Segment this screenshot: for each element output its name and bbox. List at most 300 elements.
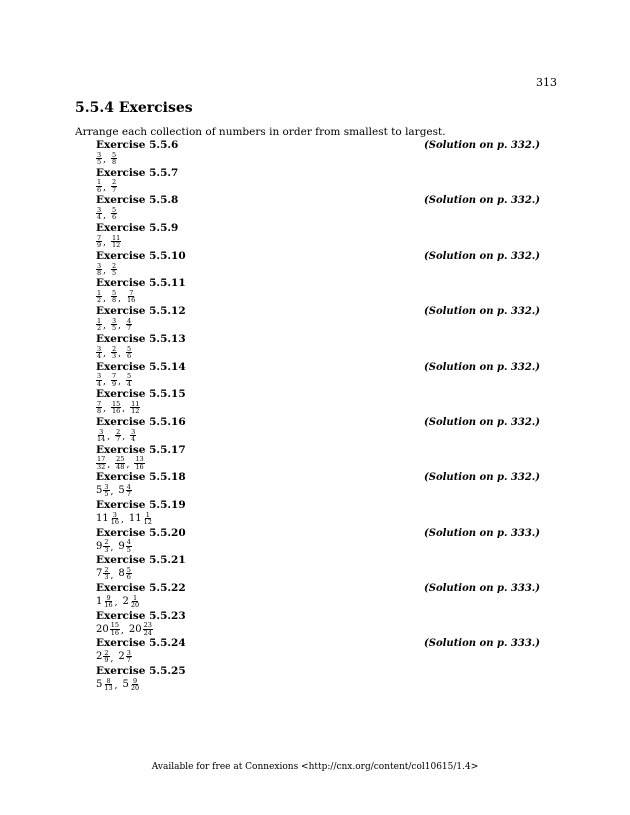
numerator: 5 <box>126 566 131 575</box>
fraction-stack <box>126 484 132 497</box>
separator-comma: , <box>121 515 124 526</box>
fraction <box>111 263 117 276</box>
denominator: 5 <box>104 490 109 499</box>
number-collection <box>96 346 540 359</box>
number-collection <box>96 401 540 414</box>
separator-comma: , <box>103 321 107 332</box>
exercise-item <box>96 193 540 221</box>
denominator: 7 <box>112 185 117 194</box>
fraction-stack <box>111 235 121 248</box>
fraction-stack <box>96 179 102 192</box>
denominator: 9 <box>97 241 102 250</box>
denominator: 7 <box>126 490 131 499</box>
exercise-item <box>96 221 540 249</box>
numerator: 23 <box>143 621 152 630</box>
exercise-header <box>96 193 540 207</box>
denominator: 6 <box>97 185 102 194</box>
numerator: 15 <box>110 621 120 630</box>
fraction-stack <box>103 650 109 663</box>
exercise-header <box>96 332 540 346</box>
exercise-title: Exercise 5.5.24 <box>96 637 186 650</box>
mixed-number <box>129 512 153 525</box>
fraction <box>126 290 136 303</box>
exercise-title: Exercise 5.5.23 <box>96 609 186 622</box>
solution-link[interactable]: (Solution on p. 333.) <box>424 638 540 650</box>
section-title: 5.5.4 Exercises <box>75 100 193 116</box>
mixed-number <box>123 678 141 691</box>
exercise-header <box>96 581 540 595</box>
mixed-number <box>129 622 153 635</box>
fraction-stack <box>111 207 117 220</box>
number-collection <box>96 457 540 470</box>
denominator: 8 <box>112 296 117 305</box>
exercise-title: Exercise 5.5.12 <box>96 305 186 318</box>
numerator: 5 <box>112 150 117 159</box>
solution-link[interactable]: (Solution on p. 332.) <box>424 472 540 484</box>
solution-link[interactable]: (Solution on p. 333.) <box>424 583 540 594</box>
numerator: 7 <box>97 399 102 408</box>
separator-comma: , <box>110 542 114 553</box>
separator-comma: , <box>103 182 107 193</box>
numerator: 13 <box>135 455 144 464</box>
fraction <box>111 346 121 359</box>
whole-part: 11 <box>128 512 142 524</box>
denominator: 9 <box>112 379 117 388</box>
fraction <box>96 207 106 220</box>
fraction <box>115 456 129 469</box>
separator-comma: , <box>114 598 118 609</box>
exercise-item <box>96 332 540 360</box>
numerator: 4 <box>126 538 131 547</box>
numerator: 3 <box>112 510 117 519</box>
numerator: 7 <box>97 233 102 242</box>
numerator: 3 <box>97 150 102 159</box>
fraction <box>96 235 106 248</box>
fraction <box>134 456 144 469</box>
numerator: 1 <box>97 178 102 187</box>
fraction-stack <box>115 456 125 469</box>
separator-comma: , <box>110 570 114 581</box>
numerator: 7 <box>129 289 134 298</box>
exercise-header <box>96 636 540 650</box>
exercise-item <box>96 276 540 304</box>
exercise-title: Exercise 5.5.25 <box>96 665 186 678</box>
exercise-title: Exercise 5.5.8 <box>96 194 179 207</box>
exercise-item <box>96 249 540 277</box>
exercise-title: Exercise 5.5.19 <box>96 498 186 511</box>
denominator: 20 <box>130 601 140 609</box>
fraction-stack <box>111 290 117 303</box>
fraction <box>96 263 106 276</box>
exercise-header <box>96 276 540 290</box>
fraction <box>96 318 106 331</box>
exercise-item <box>96 138 540 166</box>
fraction-stack <box>111 318 117 331</box>
mixed-number <box>96 650 113 663</box>
exercise-header <box>96 304 540 318</box>
denominator: 24 <box>143 628 152 637</box>
mixed-number <box>118 650 132 663</box>
fraction-stack <box>103 678 113 691</box>
exercise-header <box>96 415 540 429</box>
exercise-header <box>96 443 540 457</box>
denominator: 4 <box>97 379 102 388</box>
exercise-title: Exercise 5.5.18 <box>96 471 186 484</box>
fraction-stack <box>111 346 117 359</box>
exercise-title: Exercise 5.5.14 <box>96 360 186 373</box>
numerator: 11 <box>131 399 140 408</box>
fraction-stack <box>143 512 153 525</box>
whole-part: 2 <box>122 596 129 607</box>
exercise-title: Exercise 5.5.10 <box>96 249 186 262</box>
denominator: 3 <box>104 545 109 554</box>
number-collection <box>96 678 540 691</box>
whole-part: 5 <box>96 485 103 497</box>
whole-part: 5 <box>96 679 103 691</box>
fraction-stack <box>126 346 132 359</box>
fraction-stack <box>96 235 102 248</box>
fraction-stack <box>96 318 102 331</box>
numerator: 4 <box>126 483 131 492</box>
exercise-title: Exercise 5.5.20 <box>96 526 186 539</box>
fraction <box>111 152 117 165</box>
numerator: 3 <box>104 483 109 492</box>
fraction <box>96 290 106 303</box>
separator-comma: , <box>122 432 126 443</box>
fraction-stack <box>96 429 106 442</box>
denominator: 16 <box>110 628 120 637</box>
numerator: 1 <box>132 593 138 602</box>
denominator: 16 <box>110 517 120 526</box>
exercise-header <box>96 498 540 512</box>
denominator: 4 <box>97 213 102 222</box>
exercise-header <box>96 526 540 540</box>
fraction <box>111 235 121 248</box>
fraction-stack <box>96 207 102 220</box>
denominator: 2 <box>97 324 102 333</box>
separator-comma: , <box>110 653 114 664</box>
footer-text: Available for free at Connexions <http://cnx.org/content/col10615/1.4> <box>151 762 479 772</box>
solution-link[interactable]: (Solution on p. 333.) <box>424 527 540 539</box>
denominator: 20 <box>130 684 140 693</box>
numerator: 3 <box>112 316 117 325</box>
fraction-stack <box>103 595 113 608</box>
numerator: 17 <box>97 455 106 464</box>
denominator: 3 <box>112 351 117 360</box>
exercise-header <box>96 609 540 623</box>
numerator: 1 <box>145 510 150 519</box>
numerator: 2 <box>104 538 109 547</box>
fraction-stack <box>111 179 117 192</box>
fraction <box>115 429 125 442</box>
numerator: 2 <box>116 427 121 436</box>
fraction-stack <box>115 429 121 442</box>
fraction <box>111 179 117 192</box>
exercise-item <box>96 636 540 664</box>
fraction-stack <box>96 290 102 303</box>
separator-comma: , <box>121 625 124 636</box>
fraction-stack <box>103 539 109 552</box>
fraction-stack <box>111 401 121 414</box>
denominator: 16 <box>104 601 113 609</box>
numerator: 3 <box>97 206 102 215</box>
number-collection <box>96 429 540 442</box>
separator-comma: , <box>103 238 107 249</box>
mixed-number <box>118 539 132 552</box>
separator-comma: , <box>107 432 111 443</box>
numerator: 5 <box>112 289 117 298</box>
exercise-item <box>96 581 540 609</box>
fraction-stack <box>96 401 102 414</box>
fraction-stack <box>126 318 132 331</box>
numerator: 2 <box>112 178 117 187</box>
denominator: 12 <box>143 517 152 526</box>
number-collection <box>96 152 540 165</box>
fraction-stack <box>111 373 117 386</box>
exercise-item <box>96 498 540 526</box>
numerator: 3 <box>126 649 131 658</box>
numerator: 15 <box>112 399 121 408</box>
denominator: 6 <box>127 351 132 360</box>
fraction-stack <box>103 484 109 497</box>
fraction <box>96 429 110 442</box>
number-collection <box>96 235 540 248</box>
numerator: 5 <box>127 372 132 381</box>
fraction <box>130 429 136 442</box>
number-collection <box>96 263 540 276</box>
solution-link[interactable]: (Solution on p. 332.) <box>424 140 540 151</box>
fraction <box>126 346 132 359</box>
numerator: 3 <box>97 344 102 353</box>
number-collection <box>96 512 540 525</box>
exercise-item <box>96 664 540 692</box>
numerator: 2 <box>112 261 117 270</box>
denominator: 8 <box>97 407 102 416</box>
denominator: 12 <box>112 241 121 250</box>
denominator: 5 <box>112 324 117 333</box>
exercise-item <box>96 443 540 471</box>
numerator: 25 <box>116 455 125 464</box>
numerator: 2 <box>112 344 117 353</box>
fraction <box>111 207 117 220</box>
exercise-header <box>96 360 540 374</box>
exercise-title: Exercise 5.5.22 <box>96 582 186 594</box>
fraction-stack <box>110 512 120 525</box>
exercise-title: Exercise 5.5.11 <box>96 277 186 290</box>
numerator: 1 <box>97 316 102 325</box>
mixed-number <box>118 567 132 580</box>
exercise-item <box>96 526 540 554</box>
denominator: 32 <box>97 462 106 471</box>
whole-part: 1 <box>96 596 103 607</box>
fraction <box>126 318 132 331</box>
separator-comma: , <box>122 404 126 415</box>
exercise-title: Exercise 5.5.7 <box>96 166 179 179</box>
separator-comma: , <box>103 210 107 221</box>
numerator: 3 <box>97 372 102 381</box>
exercise-title: Exercise 5.5.17 <box>96 443 186 456</box>
whole-part: 5 <box>118 485 125 497</box>
denominator: 9 <box>104 656 109 665</box>
solution-link[interactable]: (Solution on p. 332.) <box>424 416 540 428</box>
separator-comma: , <box>103 404 107 415</box>
denominator: 14 <box>97 434 106 443</box>
denominator: 7 <box>116 434 121 443</box>
denominator: 6 <box>112 213 117 222</box>
exercise-item <box>96 415 540 443</box>
number-collection <box>96 595 540 608</box>
exercise-item <box>96 387 540 415</box>
denominator: 16 <box>135 462 144 471</box>
mixed-number <box>96 678 118 691</box>
exercise-list <box>96 138 540 692</box>
denominator: 8 <box>97 268 102 277</box>
separator-comma: , <box>103 376 107 387</box>
whole-part: 5 <box>122 679 129 691</box>
separator-comma: , <box>126 459 130 470</box>
separator-comma: , <box>103 349 107 360</box>
solution-link[interactable]: (Solution on p. 332.) <box>424 250 540 262</box>
page-number: 313 <box>536 76 557 89</box>
whole-part: 2 <box>118 651 125 663</box>
exercise-title: Exercise 5.5.9 <box>96 222 179 235</box>
denominator: 7 <box>126 656 131 665</box>
denominator: 4 <box>97 351 102 360</box>
numerator: 3 <box>97 261 102 270</box>
fraction-stack <box>126 373 132 386</box>
mixed-number <box>123 595 141 608</box>
numerator: 5 <box>112 206 117 215</box>
exercise-header <box>96 664 540 678</box>
separator-comma: , <box>118 349 122 360</box>
whole-part: 7 <box>96 568 103 580</box>
fraction-stack <box>103 567 109 580</box>
exercise-item <box>96 166 540 194</box>
fraction <box>111 290 121 303</box>
exercise-item <box>96 470 540 498</box>
fraction-stack <box>126 650 132 663</box>
numerator: 2 <box>104 566 109 575</box>
exercise-title: Exercise 5.5.6 <box>96 139 179 151</box>
fraction <box>126 373 132 386</box>
denominator: 3 <box>104 573 109 582</box>
exercise-header <box>96 249 540 263</box>
exercise-item <box>96 304 540 332</box>
denominator: 8 <box>112 158 117 166</box>
exercise-title: Exercise 5.5.21 <box>96 554 186 567</box>
separator-comma: , <box>110 487 114 498</box>
fraction-stack <box>126 539 132 552</box>
numerator: 3 <box>99 427 104 436</box>
separator-comma: , <box>107 459 111 470</box>
numerator: 9 <box>132 676 138 685</box>
fraction-stack <box>96 263 102 276</box>
exercise-header <box>96 138 540 152</box>
mixed-number <box>96 512 124 525</box>
number-collection <box>96 290 540 303</box>
fraction-stack <box>130 678 140 691</box>
exercise-header <box>96 221 540 235</box>
number-collection <box>96 207 540 220</box>
numerator: 5 <box>127 344 132 353</box>
fraction-stack <box>126 567 132 580</box>
fraction-stack <box>130 595 140 608</box>
exercise-item <box>96 609 540 637</box>
fraction <box>96 456 110 469</box>
separator-comma: , <box>103 293 107 304</box>
whole-part: 11 <box>96 512 109 524</box>
denominator: 5 <box>112 268 117 277</box>
denominator: 7 <box>127 324 132 333</box>
denominator: 48 <box>116 462 125 471</box>
solution-link[interactable]: (Solution on p. 332.) <box>424 361 540 373</box>
fraction-stack <box>96 373 102 386</box>
whole-part: 9 <box>118 540 125 552</box>
exercise-item <box>96 360 540 388</box>
fraction <box>96 152 106 165</box>
fraction <box>111 401 125 414</box>
numerator: 3 <box>131 427 136 436</box>
mixed-number <box>96 539 113 552</box>
whole-part: 2 <box>96 651 103 663</box>
denominator: 4 <box>131 434 136 443</box>
denominator: 5 <box>126 545 131 554</box>
number-collection <box>96 180 540 193</box>
exercise-title: Exercise 5.5.16 <box>96 415 186 428</box>
number-collection <box>96 650 540 663</box>
numerator: 2 <box>104 649 109 658</box>
mixed-number <box>96 622 124 635</box>
whole-part: 8 <box>118 568 125 580</box>
separator-comma: , <box>103 265 107 276</box>
whole-part: 9 <box>96 540 103 552</box>
denominator: 16 <box>112 407 121 416</box>
denominator: 6 <box>126 573 131 582</box>
whole-part: 20 <box>128 623 142 635</box>
mixed-number <box>96 484 113 497</box>
fraction-stack <box>134 456 144 469</box>
mixed-number <box>118 484 132 497</box>
separator-comma: , <box>103 155 107 166</box>
solution-link[interactable]: (Solution on p. 332.) <box>424 195 540 207</box>
numerator: 8 <box>106 676 111 685</box>
numerator: 7 <box>112 372 117 381</box>
numerator: 9 <box>106 593 111 602</box>
fraction <box>96 179 106 192</box>
solution-link[interactable]: (Solution on p. 332.) <box>424 306 540 318</box>
exercise-header <box>96 387 540 401</box>
number-collection <box>96 318 540 331</box>
numerator: 11 <box>112 233 121 242</box>
numerator: 1 <box>97 289 102 298</box>
fraction <box>111 373 121 386</box>
fraction-stack <box>143 622 153 635</box>
exercise-header <box>96 166 540 180</box>
separator-comma: , <box>118 293 122 304</box>
denominator: 12 <box>131 407 140 416</box>
denominator: 4 <box>127 379 132 388</box>
separator-comma: , <box>118 376 122 387</box>
separator-comma: , <box>118 321 122 332</box>
fraction-stack <box>130 401 140 414</box>
fraction-stack <box>110 622 120 635</box>
fraction <box>96 401 106 414</box>
mixed-number <box>96 595 118 608</box>
fraction-stack <box>96 152 102 165</box>
denominator: 16 <box>127 296 136 305</box>
exercise-item <box>96 553 540 581</box>
exercise-header <box>96 470 540 484</box>
